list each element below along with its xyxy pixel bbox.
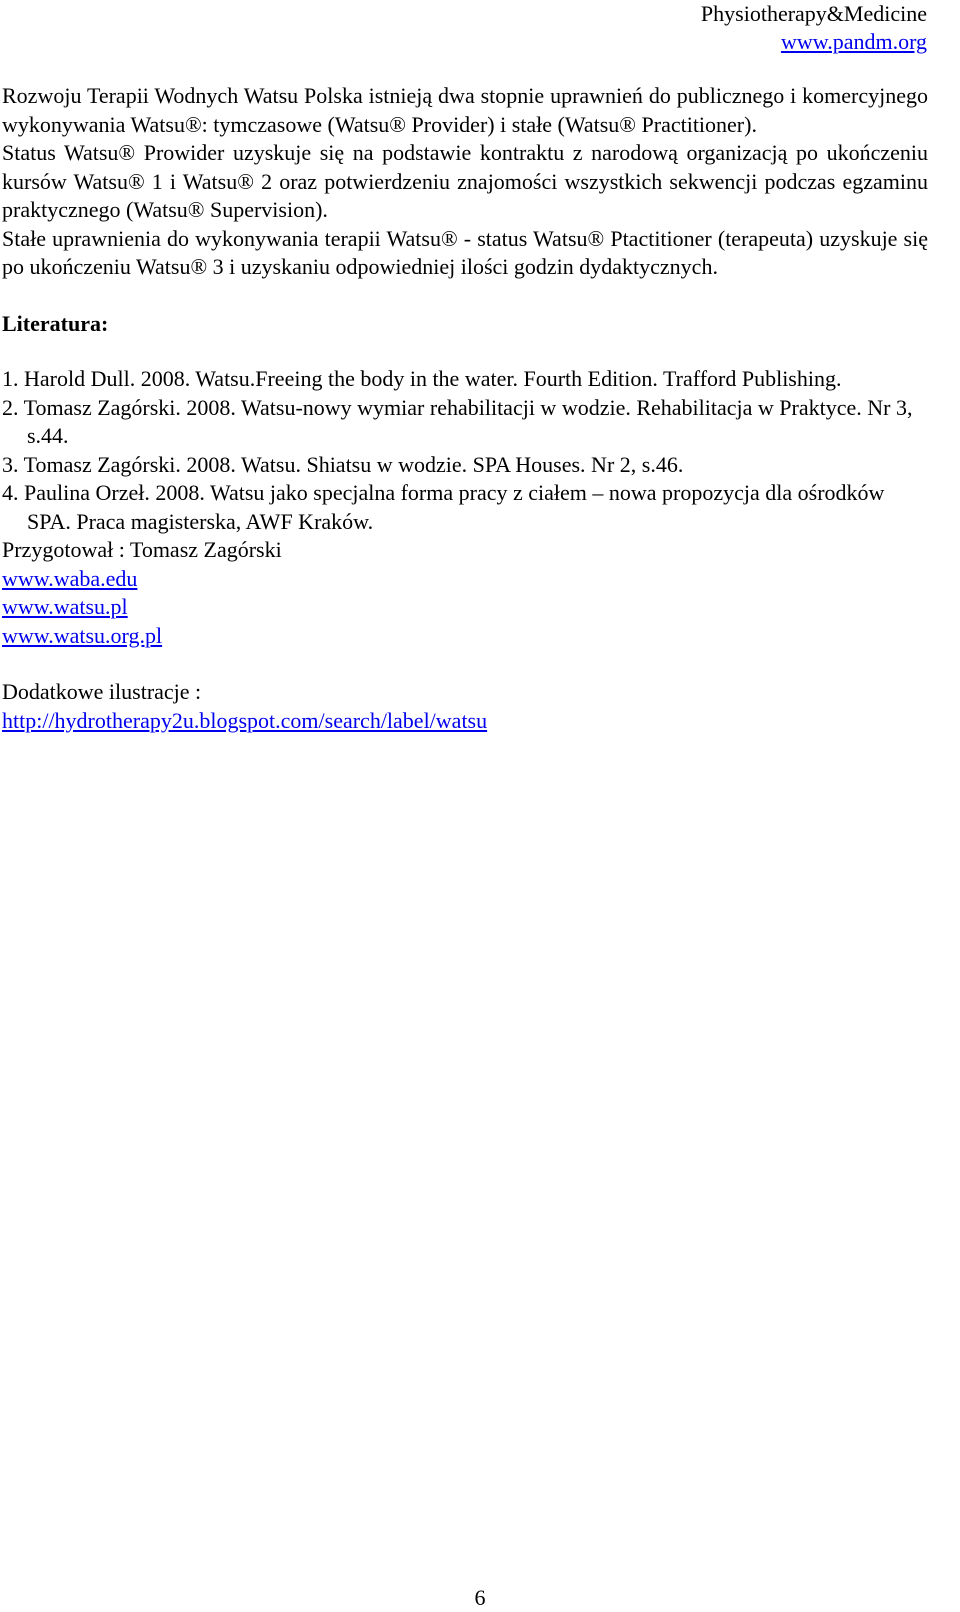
page-header [701, 0, 927, 56]
spacer [2, 650, 928, 678]
journal-name: Physiotherapy&Medicine [700, 1, 927, 26]
reference-item: 4. Paulina Orzeł. 2008. Watsu jako specjalna forma pracy z ciałem – nowa propozycja dla ośrodków SPA. Praca magisterska, AWF Kraków. [2, 480, 885, 534]
prepared-by: Przygotował : Tomasz Zagórski [2, 537, 282, 562]
paragraph-practitioner-status: Stałe uprawnienia do wykonywania terapii Watsu® - status Watsu® Ptactitioner (terapeuta) uzyskuje się po ukończeniu Watsu® 3 i uzyskaniu odpowiedniej ilości godzin dydaktycznych. [2, 225, 928, 279]
paragraph-provider-status: Status Watsu® Prowider uzyskuje się na podstawie kontraktu z narodową organizacją po ukończeniu kursów Watsu® 1 i Watsu® 2 oraz potwierdzeniu znajomości wszystkich sekwencji podczas egzaminu praktycznego (Watsu® Supervision). [2, 140, 928, 222]
reference-item: 3. Tomasz Zagórski. 2008. Watsu. Shiatsu w wodzie. SPA Houses. Nr 2, s.46. [2, 451, 684, 477]
reference-item: 2. Tomasz Zagórski. 2008. Watsu-nowy wymiar rehabilitacji w wodzie. Rehabilitacja w Praktyce. Nr 3, s.44. [2, 394, 913, 448]
reference-item: 1. Harold Dull. 2008. Watsu.Freeing the body in the water. Fourth Edition. Trafford Publishing. [2, 366, 842, 391]
journal-site-link[interactable]: www.pandm.org [780, 29, 927, 54]
link-watsu-pl[interactable]: www.watsu.pl [2, 594, 128, 619]
document-body [2, 82, 928, 735]
literature-heading: Literatura: [2, 310, 109, 336]
link-watsu-org-pl[interactable]: www.watsu.org.pl [2, 622, 163, 648]
page-number: 6 [474, 1585, 486, 1610]
extra-illustrations-label: Dodatkowe ilustracje : [2, 679, 202, 704]
reference-list [2, 365, 928, 536]
link-waba[interactable]: www.waba.edu [2, 565, 138, 591]
paragraph-watsu-levels: Rozwoju Terapii Wodnych Watsu Polska istnieją dwa stopnie uprawnień do publicznego i komercyjnego wykonywania Watsu®: tymczasowe (Watsu® Provider) i stałe (Watsu® Practitioner). [2, 83, 928, 137]
link-hydrotherapy-blog[interactable]: http://hydrotherapy2u.blogspot.com/search/label/watsu [2, 707, 488, 733]
